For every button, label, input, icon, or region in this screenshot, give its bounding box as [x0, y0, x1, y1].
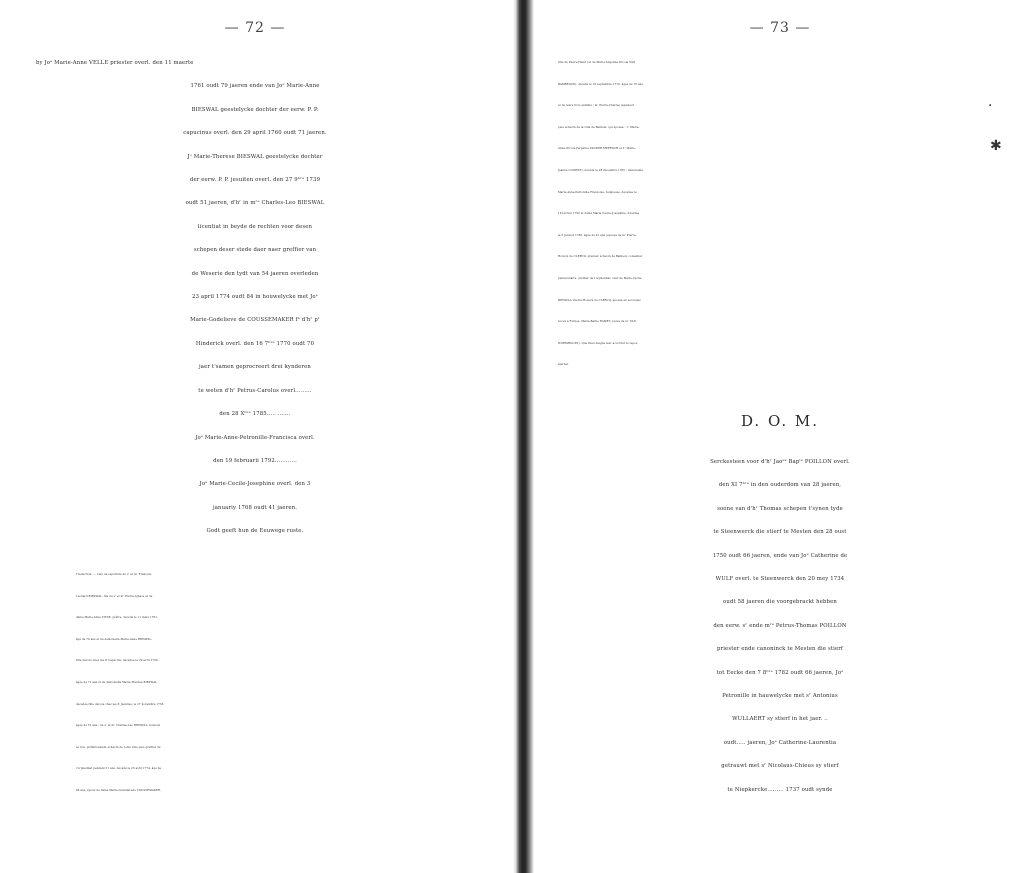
inscription-line: Joᵉ Marie-Cecile-Josephine overl. den 3	[199, 481, 311, 488]
translation-line: pensionnaire, greffier de l'orphelinat, veuf de Marie-Cécile	[558, 276, 642, 280]
margin-mark: ·	[988, 98, 993, 114]
inscription-line: WULF overl. te Steenwerck den 20 mey 1734	[715, 576, 845, 583]
inscription-line: januariy 1768 oudt 41 jaeren.	[212, 504, 298, 511]
translation-line: l'orphelinat pendant 51 ans, décédé le 23 avril 1774, âgé de	[76, 767, 162, 771]
translation-line: Anne-Nicole-Perpétue VANDER MEERSCH et 2ᵒ Marie-	[558, 147, 636, 151]
inscription-line: oudt 58 jaeren die voorgebrackt hebben	[723, 599, 837, 606]
inscription-line: capucinus overl. den 29 april 1760 oudt 71 jaeren.	[183, 130, 327, 137]
inscription-line: oudt 51 jaeren, d'hʳ in mʳᵉ Charles-Leo BIESWAL	[185, 200, 325, 207]
inscription-line: te Niepkercke......... 1737 oudt synde	[727, 786, 833, 793]
inscription-line: Hinderick overl. den 16 7ᵇʳᵉ 1770 oudt 70	[195, 340, 315, 347]
page-number-left: — 72 —	[224, 20, 286, 36]
translation-line: fille dévote chez les P. Capucins, décédée le 29 avril 1760,	[76, 659, 159, 663]
translation-line: Marie-Anne-Pétronille-Françoise, religieuse, décédée le	[558, 190, 637, 194]
inscription-line: Petronille in hauwelycke met sʳ Antonius	[722, 693, 838, 700]
inscription-line: den XI 7ᵇʳᵉ in den ouderdom van 28 jaeren,	[718, 482, 842, 489]
translation-line: BIESWAL, Pierre-Honoré de CLERCQ, épousa en secondes	[558, 298, 641, 302]
translation-line: ès lois, primitivement échevin de cette ville puis greffier de	[76, 745, 161, 749]
right-page	[536, 0, 1024, 873]
inscription-line: Marie-Godelieve de COUSSEMAKER fᵃ d'hʳ pʳ	[190, 317, 320, 324]
inscription-heading: D. O. M.	[740, 412, 820, 430]
translation-right	[558, 52, 978, 376]
inscription-line: soone van d'hʳ Thomas schepen t'synen tyde	[717, 505, 843, 512]
inscription-line: den eerw. sʳ ende mʳᵉ Petrus-Thomas POILLON	[713, 622, 847, 629]
inscription-line: te Steenwerck die stierf te Mesten den 28 oust	[713, 529, 847, 536]
translation-line: Honoré de CLERCQ, premier échevin de Bailleul, conseiller	[558, 255, 643, 259]
translation-line: décédée fille dévote chez les P. Jésuites, le 27 novembre 1733,	[76, 702, 165, 706]
inscription-left	[0, 52, 510, 544]
inscription-line: de Weserie den tydt van 54 jaeren overleden	[191, 270, 319, 277]
translation-line: âgée de 51 ans ; du sʳ et mᵉ Charles-Léo BIESWAL, licencié	[76, 724, 161, 728]
translation-line: WORMHOUDT). Que Dieu daigne leur accorder le repos	[558, 341, 638, 345]
page-number-right: — 73 —	[749, 20, 811, 36]
inscription-line: Serckesteen voor d'hʳ Jaoᵉˢ Bapᵗᵉ POILLON overl.	[710, 459, 850, 465]
inscription-line: der eerw. P. P. jesuiten overl. den 27 9ᵇʳᵉ 1739	[189, 177, 321, 184]
translation-line: fille de Pierre-Henri (et de Marie-Angeline-Nicole VAN	[558, 61, 636, 64]
margin-mark: ✱	[990, 138, 1002, 154]
inscription-line: te weten d'hʳ Petrus-Carolus overl.........	[198, 387, 312, 394]
translation-line: puis échevin de la ville de Bailleul, qui épousa : 1ᵒ Marie-	[558, 125, 640, 129]
inscription-line: 23 april 1774 oudt 84 in houwelycke met Joᵉ	[192, 294, 318, 301]
translation-line: BAMBEQUE), décédé le 16 septembre 1770, âgée de 70 ans	[558, 82, 643, 86]
inscription-line: Jᵒ Marie-Therese BIESWAL geestelycke dochter	[187, 153, 323, 160]
inscription-line: den 19 februarii 1792............	[213, 457, 297, 464]
left-page	[0, 0, 510, 873]
translation-line: âgée de 71 ans et de demoiselle Marie-Thérèse BIESWAL,	[76, 680, 158, 684]
inscription-line: 1761 oudt 79 jaeren ende van Joᵉ Marie-Anne	[190, 83, 320, 90]
translation-line: Léonard BIESWAL, fils du sʳ et mᵉ Pierre-Ignace et de	[76, 594, 153, 598]
translation-line: le 5 Janvier 1768, âgée de 41 ans (épouse de mᵉ Pierre-	[558, 233, 637, 237]
translation-line: dame Marie-Anne VITSE, prêtre, décédé le 11 mars 1761,	[76, 616, 158, 620]
inscription-line: WULLAERT sy stierf in het jaer. ..	[732, 716, 828, 723]
inscription-line: oudt..... jaeren, Joᵉ Catherine-Laurentia	[723, 739, 837, 746]
inscription-line: Godt geeft hun de Eeuwege ruste.	[206, 528, 304, 535]
inscription-line: Joᵉ Marie-Anne-Petronille-Francisca overl.	[195, 434, 315, 441]
inscription-line: BIESWAL geestelycke dochter der eerw. P. P.	[191, 106, 319, 113]
translation-left	[76, 564, 488, 802]
inscription-line: priester ende canoninck te Mesten die stierf	[716, 646, 844, 653]
translation-line: Jeanne COORNE), décédé le 28 décembre 1785 ; demoiselle	[558, 168, 643, 172]
inscription-line: licentiat in beyde de rechten voor desen	[197, 223, 313, 230]
translation-line: 19 février 1792 et dame Marie-Cécile-Joséphine, décédée	[558, 212, 640, 216]
inscription-right	[536, 451, 1024, 802]
inscription-line: den 28 Xᵇʳᵉ 1785..... .......	[219, 411, 291, 418]
inscription-line: jaer t'samen geprocreert drei kynderen	[199, 364, 311, 371]
translation-line: et de leurs trois enfants : mᵉ Pierre-Charles (apaiseur	[558, 104, 635, 108]
inscription-line: getrauwt met sʳ Nicolaus-Chieus sy stierf	[721, 763, 839, 770]
inscription-line: schepen deser stede daer naer greffier van	[193, 247, 317, 254]
book-gutter	[513, 0, 534, 873]
inscription-line: by Joᵉ Marie-Anne VELLE priester overl. den 11 maerte	[36, 60, 194, 66]
translation-line: éternel.	[558, 363, 570, 367]
translation-line: noces à Furnes, Marie-Barbe RAMET, veuve de mʳ VAN	[558, 320, 636, 324]
translation-line: Traduction. — Lieu de sépulture du sʳ et mᵉ François-	[76, 573, 152, 576]
inscription-line: 1750 oudt 66 jaeren, ende van Joᵉ Catherine de	[712, 552, 848, 559]
translation-line: âgé de 79 ans et de demoiselle Marie-Anne BIESWAL,	[76, 637, 153, 641]
inscription-line: tot Eecke den 7 8ᵇʳᵉ 1782 oudt 66 jaeren, Joᵉ	[716, 669, 844, 676]
translation-line: 84 ans, époux de dame Marie-Godelièvede COUSSEMAKER,	[76, 788, 161, 792]
